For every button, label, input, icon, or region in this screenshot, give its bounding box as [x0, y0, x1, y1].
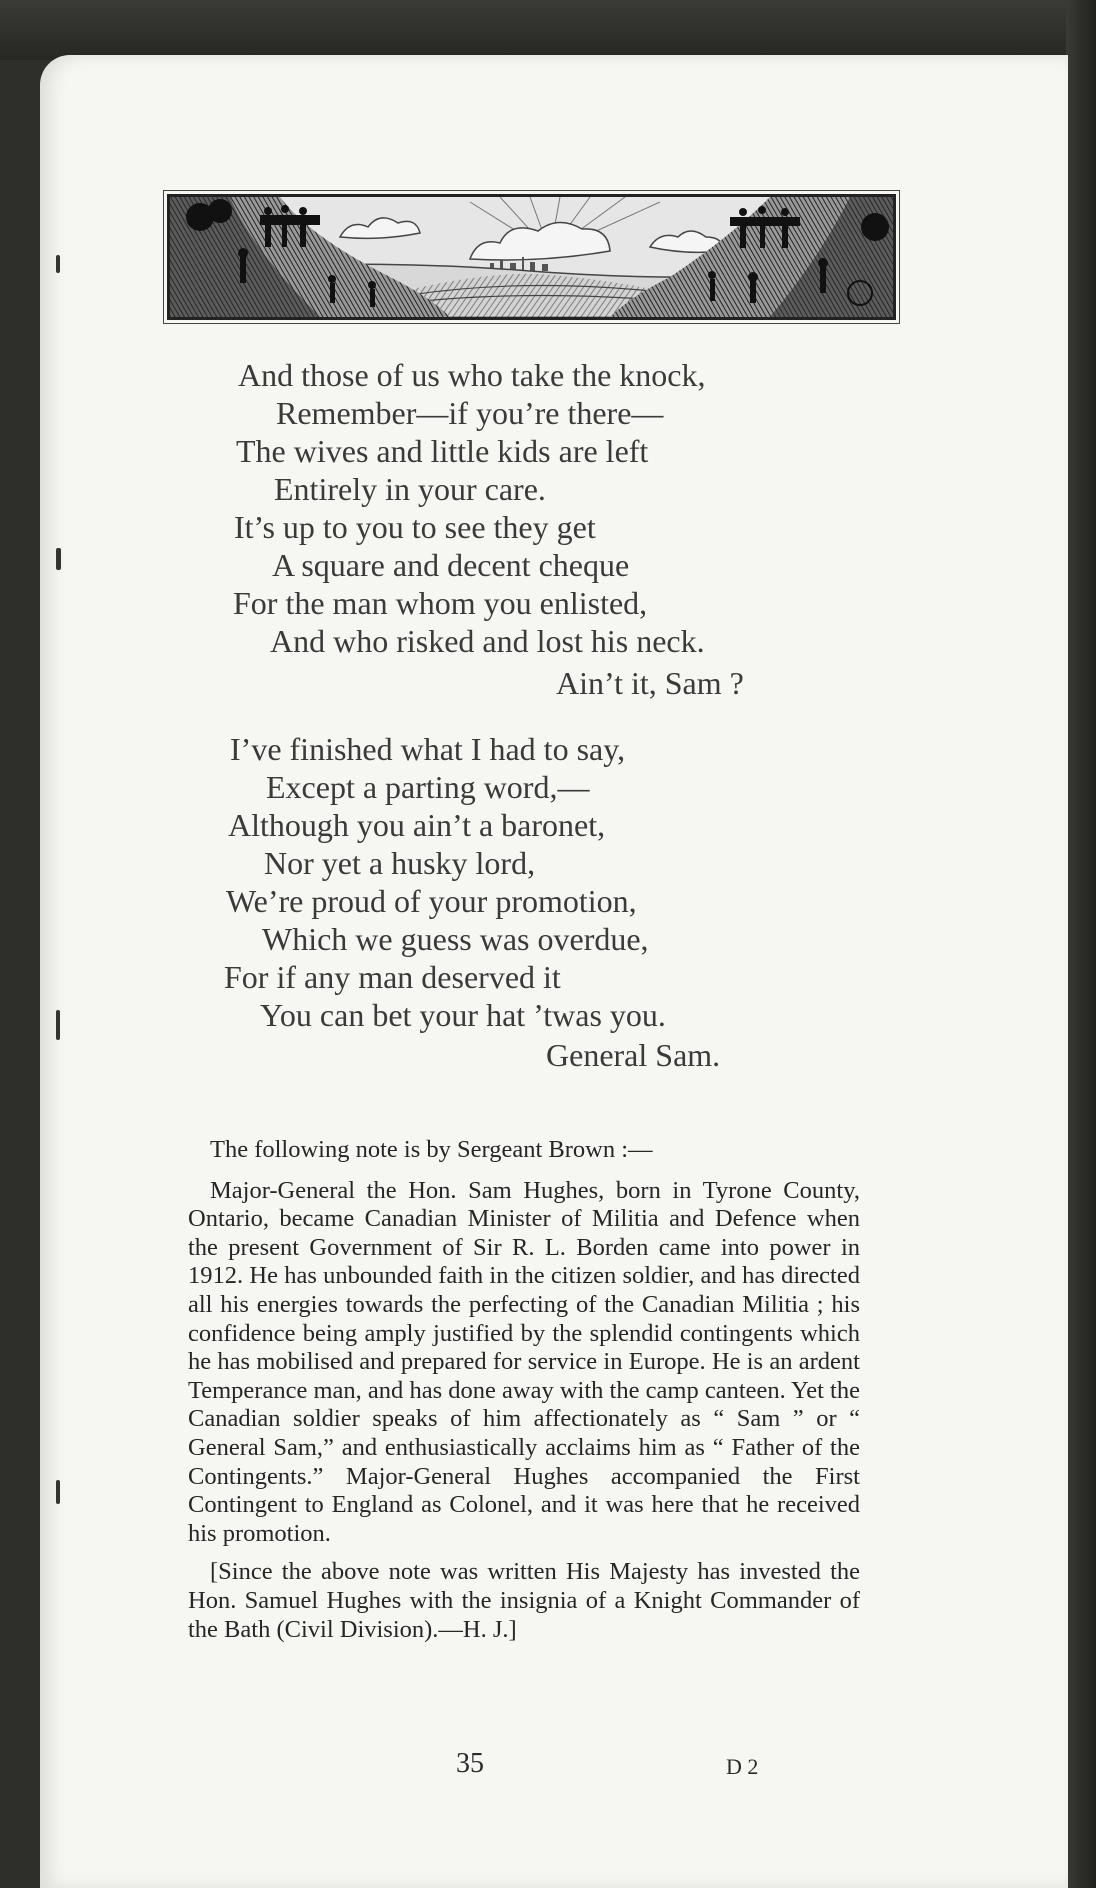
binding-mark — [56, 1010, 60, 1040]
scanner-background-top — [0, 0, 1096, 60]
poem-line: I’ve finished what I had to say, — [230, 731, 626, 767]
poem-line: Except a parting word,— — [266, 769, 590, 805]
poem-line: A square and decent cheque — [272, 547, 630, 583]
poem-line: You can bet your hat ’twas you. — [260, 997, 666, 1033]
poem-line: The wives and little kids are left — [236, 433, 649, 469]
poem-line: We’re proud of your promotion, — [226, 883, 637, 919]
poem-line: For if any man deserved it — [224, 959, 561, 995]
binding-mark — [56, 1480, 60, 1504]
poem-line: And who risked and lost his neck. — [270, 623, 705, 659]
binding-mark — [56, 548, 61, 570]
poem-refrain: Ain’t it, Sam ? — [556, 665, 744, 701]
note-body: Major-General the Hon. Sam Hughes, born in Tyrone County, Ontario, became Canadian Minister of Militia and Defence when the present Government of Sir R. L. Borden came into power in 1912. He has unbounded faith in the citizen soldier, and has directed all his energies towards the perfecting of the Canadian Militia ; his confidence being amply justified by the splendid contingents which he has mobilised and prepared for service in Europe. He is an ardent Temperance man, and has done away with the camp canteen. Yet the Canadian soldier speaks of him affectionately as “ Sam ” or “ General Sam,” and enthusiastically acclaims him as “ Father of the Contingents.” Major-General Hughes accompanied the First Contingent to England as Colonel, and it was here that he received his promotion. — [188, 1176, 860, 1547]
poem-line: Although you ain’t a baronet, — [228, 807, 606, 843]
note-section — [188, 1136, 860, 1644]
poem-line: For the man whom you enlisted, — [233, 585, 648, 621]
page-number: 35 — [456, 1748, 484, 1779]
signature-mark: D 2 — [726, 1754, 759, 1779]
poem-line: It’s up to you to see they get — [234, 509, 596, 545]
decorative-banner-illustration — [167, 194, 896, 320]
note-postscript: [Since the above note was written His Majesty has invested the Hon. Samuel Hughes with the insignia of a Knight Commander of the Bath (Civil Division).—H. J.] — [188, 1558, 860, 1643]
poem-line: Remember—if you’re there— — [276, 395, 664, 431]
scanner-background-right — [1066, 0, 1096, 1888]
note-intro: The following note is by Sergeant Brown :— — [210, 1136, 653, 1163]
poem-line: Which we guess was overdue, — [262, 921, 649, 957]
poem-line: Entirely in your care. — [274, 471, 546, 507]
binding-mark — [56, 255, 60, 273]
poem-line: And those of us who take the knock, — [238, 357, 706, 393]
poem-refrain: General Sam. — [546, 1037, 721, 1073]
landscape-illustration — [170, 197, 893, 317]
poem-line: Nor yet a husky lord, — [264, 845, 536, 881]
